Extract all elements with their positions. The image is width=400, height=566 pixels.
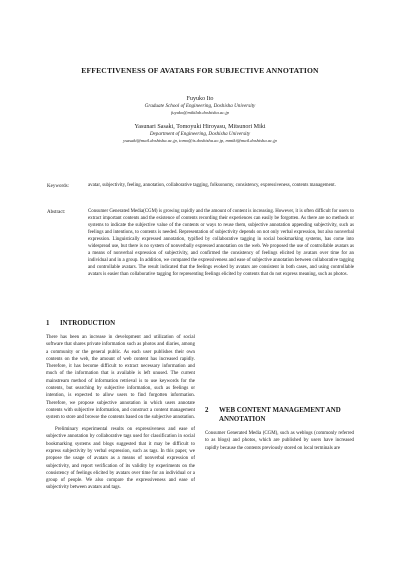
author-affiliation: Department of Engineering, Doshisha University [149, 131, 251, 138]
author-emails: ysasaki@mail.doshisha.ac.jp, tomo@is.doshisha.ac.jp, mmiki@mail.doshisha.ac.jp [123, 137, 277, 143]
body-paragraph: There has been an increase in development and utilization of social software that shares private information such as photos and diaries, among a community or the general public. As each user publishes their own contents on the web, the amount of web content has increased rapidly. Therefore, it has become difficult to extract necessary information and much of the information that is available is left unused. The current mainstream method of information retrieval is to use keywords for the contents, but searching by subjective information, such as feelings or intention, is expected to allow users to find forgotten information. Therefore, we propose subjective annotation in which users annotate contents with subjective information, and construct a content management system to store and browse the contents based on the subjective annotation. [46, 335, 195, 421]
body-paragraph: Preliminary experimental results on expressiveness and ease of subjective annotation by collaborative tags used for classification in social bookmarking systems and blogs suggested that it may be difficult to express subjectivity by verbal expression, such as tags. In this paper, we propose the usage of avatars as a means of nonverbal expression of subjectivity, and report verification of its validity by experiments on the consistency of feelings elicited by avatars over time for an individual or a group of people. We also compare the expressiveness and ease of subjectivity between avatars and tags. [46, 427, 195, 491]
paper-title: EFFECTIVENESS OF AVATARS FOR SUBJECTIVE ANNOTATION [81, 66, 319, 75]
author-names: Yasunari Sasaki, Tomoyuki Hiroyasu, Mitsunori Miki [134, 124, 266, 130]
body-column-left [46, 319, 195, 564]
author-email: fuyuko@mikilab.doshisha.ac.jp [171, 109, 229, 115]
author-block-1 [30, 96, 370, 116]
body-column-right [205, 319, 354, 564]
section-number: 1 [46, 320, 50, 327]
author-block-2 [30, 124, 370, 144]
section-heading [205, 406, 354, 424]
keywords-text: avatar, subjectivity, feeling, annotation, collaborative tagging, folksonomy, consistency, expressiveness, contents management. [88, 183, 336, 188]
body-paragraph: Consumer Generated Media (CGM), such as weblogs (commonly referred to as blogs) and photos, which are published by users have increased rapidly because the contents previously stored on local terminals are [205, 431, 354, 451]
author-name: Fuyuko Ito [186, 96, 214, 102]
section-number: 2 [205, 407, 209, 414]
section-title: WEB CONTENT MANAGEMENT AND ANNOTATION [219, 407, 341, 423]
abstract-label: Abstract: [47, 210, 66, 215]
section-title: INTRODUCTION [60, 320, 116, 327]
section-heading [46, 319, 195, 328]
column-flow-spacer [205, 319, 354, 406]
abstract-text: Consumer Generated Media(CGM) is growing rapidly and the amount of content is increasing. However, it is often difficult for users to extract important contents and the existence of contents recording their experiences can easily be forgotten. As there are no methods or systems to indicate the subjective value of the contents or ways to reuse them, subjective annotation appending subjectivity, such as feelings and intentions, to contents is needed. Representation of subjectivity depends on not only verbal expression, but also nonverbal expression. Linguistically expressed annotation, typified by collaborative tagging in social bookmarking systems, has come into widespread use, but there is no system of nonverbally expressed annotation on the web. We proposed the use of controllable avatars as a means of nonverbal expression of subjectivity, and confirmed the consistency of feelings elicited by avatars over time for an individual and in a group. In addition, we compared the expressiveness and ease of subjective annotation between collaborative tagging and controllable avatars. The result indicated that the feelings evoked by avatars are consistent in both cases, and using controllable avatars is easier than collaborative tagging for representing feelings elicited by contents that do not express meaning, such as photos. [88, 209, 354, 277]
keywords-label: Keywords: [47, 184, 69, 189]
author-affiliation: Graduate School of Engineering, Doshisha University [144, 103, 256, 110]
